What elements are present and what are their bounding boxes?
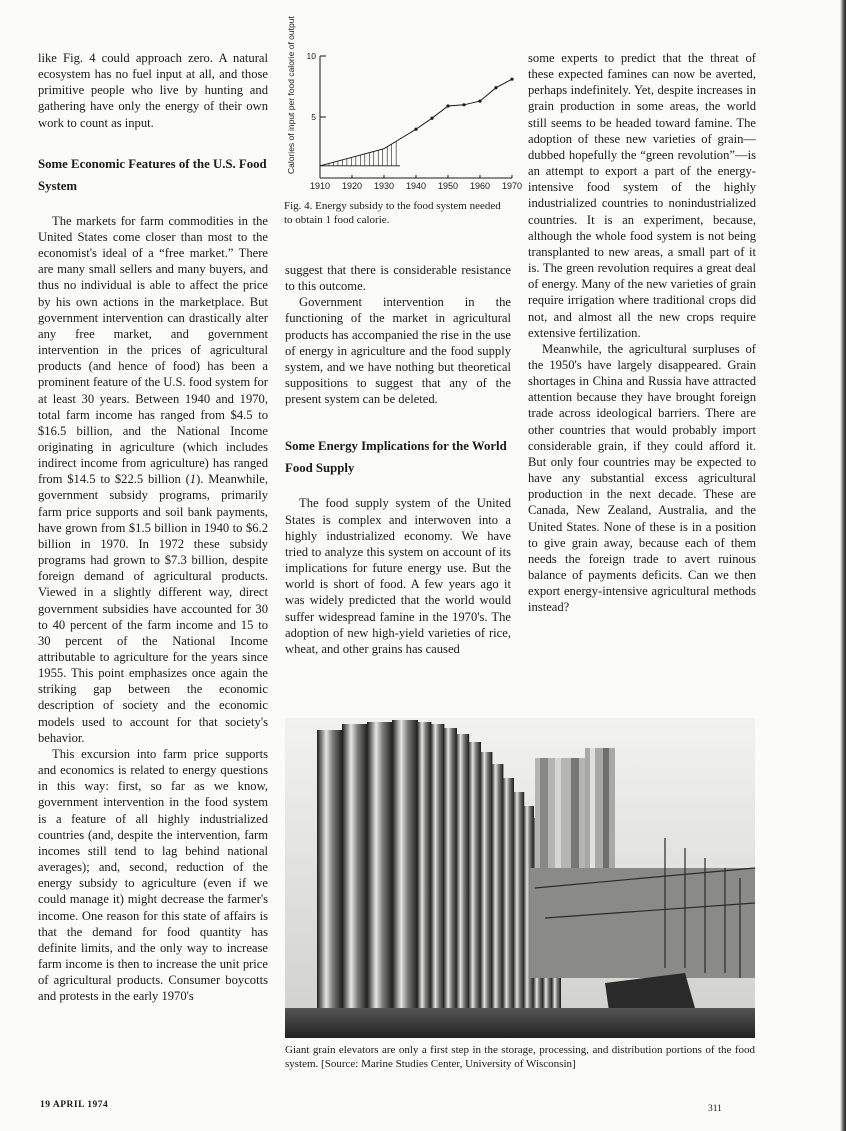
silo [392, 720, 418, 1008]
data-point [494, 86, 497, 89]
data-point [510, 78, 513, 81]
grain-elevator-image [285, 718, 755, 1038]
silo [417, 722, 431, 1008]
paragraph: This excursion into farm price supports and economics is related to energy questions in this way: first, so far as we know, government intervention in the food system is a feature of all highly industrialized countries (and, despite the intervention, farm incomes still tend to lag behind national averages); and, second, reduction of the energy subsidy to agriculture (even if we could manage it) might decrease the farmer's income. One reason for this state of affairs is that the demand for food quantity has definite limits, and the only way to increase farm income is then to increase the unit price of agricultural products. Consumer boycotts and protests in the early 1970's [38, 746, 268, 1004]
data-point [462, 103, 465, 106]
paragraph: The food supply system of the United States is complex and interwoven into a highly industrialized economy. We have tried to analyze this system on account of its implications for future energy use. But the world is short of food. A few years ago it was widely predicted that the world would suffer widespread famine in the 1970's. The adoption of new high-yield varieties of rice, wheat, and other grains has caused [285, 496, 511, 656]
silo [342, 724, 368, 1008]
section-heading: Some Economic Features of the U.S. Food System [38, 156, 267, 193]
silo [430, 724, 444, 1008]
y-tick-label: 5 [311, 112, 316, 122]
page-edge [840, 0, 846, 1131]
x-tick-label: 1960 [469, 181, 491, 191]
data-point [414, 128, 417, 131]
x-tick-label: 1910 [309, 181, 331, 191]
section-heading: Some Energy Implications for the World Food Supply [285, 439, 507, 476]
x-tick-label: 1940 [405, 181, 427, 191]
column-2 [285, 262, 511, 657]
silo [367, 722, 393, 1008]
silo [480, 752, 492, 1008]
data-point [478, 100, 481, 103]
x-tick-label: 1930 [373, 181, 395, 191]
issue-date: 19 APRIL 1974 [40, 1100, 109, 1110]
photo-caption: Giant grain elevators are only a first step in the storage, processing, and distribution portions of the food system. [Source: Marine Studies Center, University of Wisconsin] [285, 1044, 755, 1070]
x-tick-label: 1950 [437, 181, 459, 191]
page-number: 311 [708, 1104, 722, 1114]
grain-elevator-photo [285, 718, 755, 1038]
silo [443, 728, 457, 1008]
silo [502, 778, 514, 1008]
series-line [320, 79, 512, 166]
citation[interactable]: 1 [189, 472, 197, 487]
paragraph: like Fig. 4 could approach zero. A natural ecosystem has no fuel input at all, and those primitive people who live by hunting and gathering have only the energy of their own work to count as input. [38, 51, 268, 130]
data-point [430, 117, 433, 120]
paragraph: some experts to predict that the threat of these expected famines can now be averted, perhaps indefinitely. Yet, despite increases in grain production in some areas, the world still seems to be headed toward famine. The adoption of these new varieties of grain—dubbed hopefully the “green revolution”—is an attempt to export a part of the energy-intensive food system of the highly industrialized countries to nonindustrialized countries. It is an experiment, because, although the whole food system is not being transplanted to new areas, a small part of it is. The green revolution requires a great deal of energy. Many of the new varieties of grain require irrigation where traditional crops did not, and almost all the new crops require extensive fertilization. [528, 51, 756, 340]
y-tick-label: 10 [306, 51, 316, 61]
paragraph: Government intervention in the functioning of the market in agricultural products has accompanied the rise in the use of energy in agriculture and the food supply system, and we have nothing but theoretical suppositions to suggest that any of the present system can be deleted. [285, 295, 511, 407]
silo [491, 764, 503, 1008]
column-1 [38, 50, 268, 1004]
silo [456, 734, 469, 1008]
data-point [446, 104, 449, 107]
x-tick-label: 1920 [341, 181, 363, 191]
silo [468, 742, 481, 1008]
silo [513, 792, 524, 1008]
paragraph: The markets for farm commodities in the United States come closer than most to the economist's ideal of a “free market.” There are many small sellers and many buyers, and thus no individual is able to affect the price by his own actions in the marketplace. But government intervention can drastically alter any free market, and government intervention in the prices of agricultural products (and hence of food) has been a prominent feature of the U.S. food system for at least 30 years. Between 1940 and 1970, total farm income has ranged from $4.5 to $16.5 billion, and the National Income originating in agriculture (which includes indirect income from agriculture) has ranged from $14.5 to $22.5 billion (1). Meanwhile, government subsidy programs, primarily farm price supports and soil bank payments, have grown from $1.5 billion in 1940 to $6.2 billion in 1970. In 1972 these subsidy programs had grown to $7.3 billion, despite foreign demand of agricultural products. Viewed in a slightly different way, direct government subsidies have accounted for 30 to 40 percent of the farm income and 15 to 30 percent of the National Income attributable to agriculture for the years since 1955. This point emphasizes once again the striking gap between the economic description of society and the economic models used to account for that society's behavior. [38, 213, 268, 745]
energy-subsidy-chart [284, 16, 523, 198]
y-axis-label: Calories of input per food calorie of output [286, 16, 296, 174]
column-3 [528, 50, 756, 615]
figure-caption: Fig. 4. Energy subsidy to the food system needed to obtain 1 food calorie. [284, 200, 501, 226]
silo [317, 730, 343, 1008]
paragraph: suggest that there is considerable resistance to this outcome. [285, 263, 511, 294]
paragraph: Meanwhile, the agricultural surpluses of the 1950's have largely disappeared. Grain shortages in China and Russia have attracted attention because they have brought foreign trade across ideological barriers. There are other countries that would probably import considerable grain, if they could afford it. But only four countries may be expected to have any substantial excess agricultural production in the next decade. These are Canada, New Zealand, Australia, and the United States. None of these is in a position to give grain away, because each of them needs the foreign trade to avert ruinous balance of payments deficits. Can we then export energy-intensive agricultural methods instead? [528, 341, 756, 615]
x-tick-label: 1970 [501, 181, 523, 191]
